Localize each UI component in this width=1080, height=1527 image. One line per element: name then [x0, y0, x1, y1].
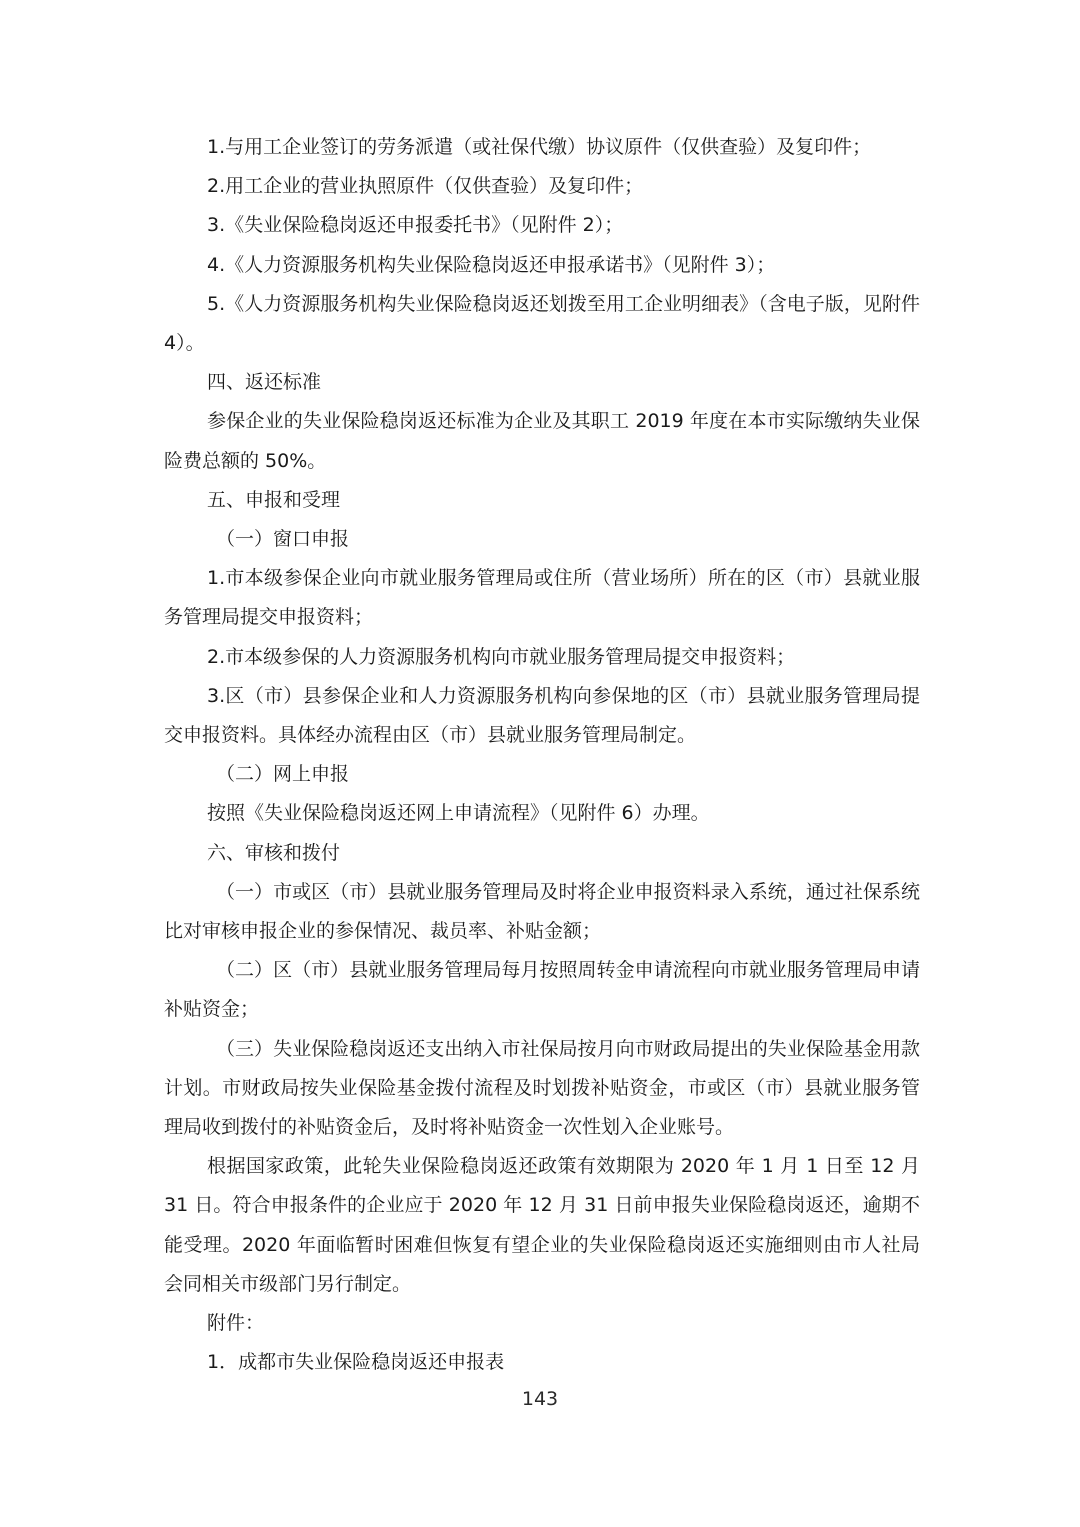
- item-labor-dispatch-agreement: 1.与用工企业签订的劳务派遣（或社保代缴）协议原件（仅供查验）及复印件；: [207, 136, 872, 158]
- attachments-label: 附件：: [207, 1312, 265, 1335]
- subheading-online-application: （二）网上申报: [216, 763, 350, 786]
- page-number: 143: [521, 1388, 559, 1410]
- window-item-1: 1.市本级参保企业向市就业服务管理局或住所（营业场所）所在的区（市）县就业服务管理局提交申报资料；: [164, 567, 920, 629]
- review-item-3: （三）失业保险稳岗返还支出纳入市社保局按月向市财政局提出的失业保险基金用款计划。市财政局按失业保险基金拨付流程及时划拨补贴资金，市或区（市）县就业服务管理局收到拨付的补贴资金后，及时将补贴资金一次性划入企业账号。: [164, 1037, 920, 1139]
- return-standard-text: 参保企业的失业保险稳岗返还标准为企业及其职工 2019 年度在本市实际缴纳失业保险费总额的 50%。: [164, 410, 920, 472]
- item-business-license: 2.用工企业的营业执照原件（仅供查验）及复印件；: [207, 175, 644, 198]
- document-body: [164, 128, 920, 1383]
- attachment-item-1: 1．成都市失业保险稳岗返还申报表: [207, 1351, 505, 1374]
- item-allocation-schedule: 5.《人力资源服务机构失业保险稳岗返还划拨至用工企业明细表》（含电子版，见附件 4）。: [164, 292, 920, 355]
- window-item-3: 3.区（市）县参保企业和人力资源服务机构向参保地的区（市）县就业服务管理局提交申报资料。具体经办流程由区（市）县就业服务管理局制定。: [164, 684, 920, 747]
- online-application-text: 按照《失业保险稳岗返还网上申请流程》（见附件 6）办理。: [207, 802, 710, 825]
- item-entrustment-letter: 3.《失业保险稳岗返还申报委托书》（见附件 2）；: [207, 214, 624, 237]
- policy-validity-text: 根据国家政策，此轮失业保险稳岗返还政策有效期限为 2020 年 1 月 1 日至 12 月 31 日。符合申报条件的企业应于 2020 年 12 月 31 日前申报失业保险稳岗返还，逾期不能受理。2020 年面临暂时困难但恢复有望企业的失业保险稳岗返还实施细则由市人社局会同相关市级部门另行制定。: [164, 1155, 920, 1295]
- window-item-2: 2.市本级参保的人力资源服务机构向市就业服务管理局提交申报资料；: [207, 645, 796, 668]
- item-commitment-letter: 4.《人力资源服务机构失业保险稳岗返还申报承诺书》（见附件 3）；: [207, 253, 776, 276]
- review-item-2: （二）区（市）县就业服务管理局每月按照周转金申请流程向市就业服务管理局申请补贴资金；: [164, 959, 920, 1021]
- section-heading-review-payment: 六、审核和拨付: [207, 841, 341, 864]
- section-heading-application: 五、申报和受理: [207, 488, 341, 511]
- section-heading-return-standard: 四、返还标准: [207, 371, 322, 394]
- review-item-1: （一）市或区（市）县就业服务管理局及时将企业申报资料录入系统，通过社保系统比对审核申报企业的参保情况、裁员率、补贴金额；: [164, 880, 920, 943]
- subheading-window-application: （一）窗口申报: [216, 528, 350, 551]
